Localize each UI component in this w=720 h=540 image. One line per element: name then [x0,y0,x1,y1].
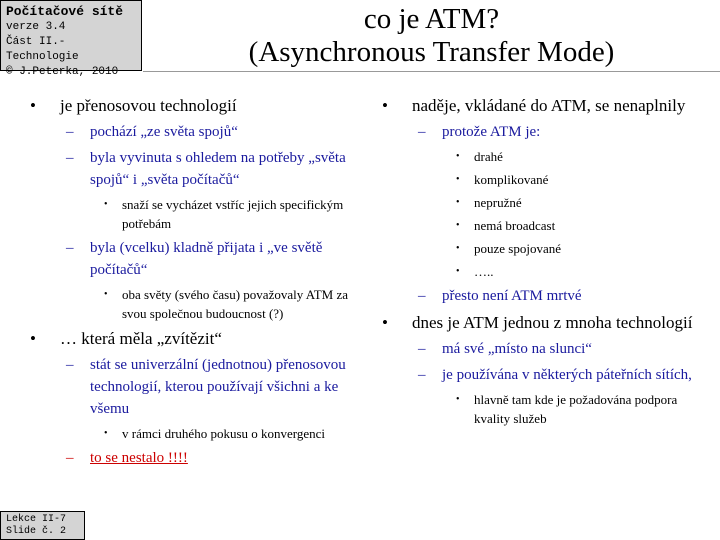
small-bullet-icon: • [456,151,460,162]
right-column [382,94,712,432]
sub-item: – protože ATM je: [382,121,712,143]
small-bullet-icon: • [456,174,460,185]
dash-icon: – [66,124,74,140]
small-bullet-icon: • [456,266,460,277]
bullet-item: • … která měla „zvítězit“ [30,327,375,351]
detail-item: • nemá broadcast [456,218,556,233]
dash-icon: – [66,357,74,373]
sub-item: – je používána v některých páteřních sítích, [382,364,712,386]
left-column [30,94,375,473]
bullet-icon: • [382,313,388,332]
copyright-label: © J.Peterka, 2010 [6,66,119,78]
bullet-icon: • [382,96,388,115]
detail-item: • snaží se vycházet vstříc jejich specifickým potřebám [104,197,344,231]
dash-icon: – [418,341,426,357]
dash-icon: – [66,150,74,166]
bullet-item: • naděje, vkládané do ATM, se nenaplnily [382,94,712,118]
slide-title [143,0,720,71]
dash-icon: – [66,450,74,466]
bullet-icon: • [30,96,36,115]
dash-icon: – [66,240,74,256]
small-bullet-icon: • [104,428,108,439]
title-divider [143,71,720,72]
sub-item: – přesto není ATM mrtvé [382,285,712,307]
course-info-box [0,0,142,78]
course-title: Počítačové sítě [6,4,124,19]
title-line-1: co je ATM? [363,3,500,35]
bullet-icon: • [30,329,36,348]
small-bullet-icon: • [104,199,108,210]
version-label: verze 3.4 [6,21,66,33]
dash-icon: – [418,367,426,383]
bullet-item: • dnes je ATM jednou z mnoha technologií [382,311,712,335]
detail-item: • v rámci druhého pokusu o konvergenci [104,426,326,441]
small-bullet-icon: • [456,394,460,405]
dash-icon: – [418,124,426,140]
small-bullet-icon: • [456,197,460,208]
sub-item: – byla (vcelku) kladně přijata i „ve světě počítačů“ [30,237,375,281]
detail-item: • pouze spojované [456,241,562,256]
part-label: Část II.-Technologie [6,36,79,63]
detail-item: • nepružné [456,195,522,210]
detail-item: • oba světy (svého času) považovaly ATM za svou společnou budoucnost (?) [104,287,348,321]
dash-icon: – [418,288,426,304]
small-bullet-icon: • [456,220,460,231]
slide-info-box [0,511,85,540]
slide-number-label: Slide č. 2 [6,526,67,537]
detail-item: • hlavně tam kde je požadována podpora kvality služeb [456,392,678,426]
title-line-2: (Asynchronous Transfer Mode) [248,36,615,68]
bullet-item: • je přenosovou technologií [30,94,375,118]
small-bullet-icon: • [456,243,460,254]
sub-item-highlight: – to se nestalo !!!! [30,447,375,469]
detail-item: • drahé [456,149,503,164]
sub-item: – stát se univerzální (jednotnou) přenosovou technologií, kterou používají všichni a ke všemu [30,354,375,420]
sub-item: – má své „místo na slunci“ [382,338,712,360]
sub-item: – byla vyvinuta s ohledem na potřeby „světa spojů“ i „světa počítačů“ [30,147,375,191]
sub-item: – pochází „ze světa spojů“ [30,121,375,143]
detail-item: • ….. [456,264,494,279]
lesson-label: Lekce II-7 [6,514,67,525]
detail-item: • komplikované [456,172,549,187]
small-bullet-icon: • [104,289,108,300]
